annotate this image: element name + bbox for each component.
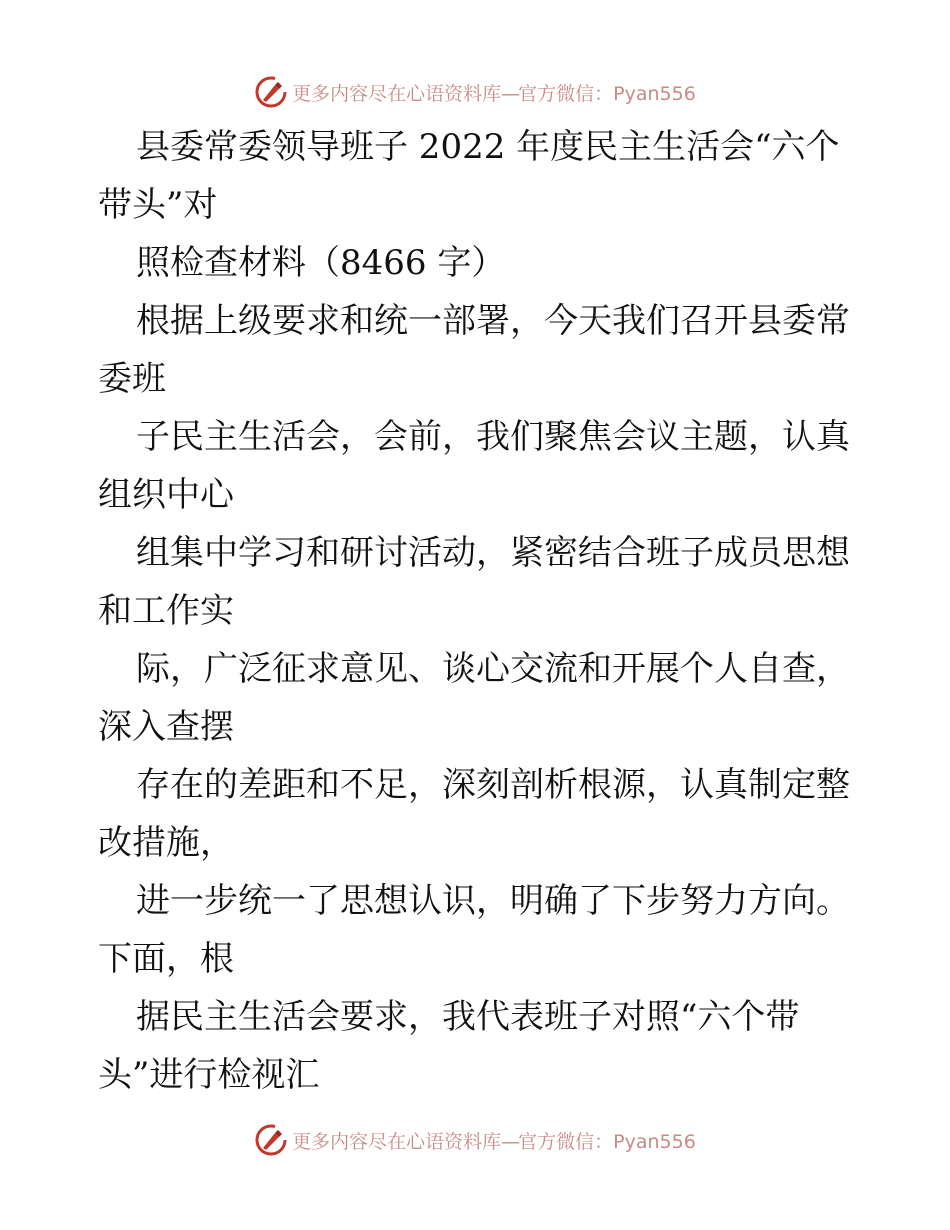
text-line: [98, 176, 858, 234]
text-line: [98, 698, 858, 756]
line-text: 委班: [98, 359, 166, 399]
line-text: 组集中学习和研讨活动，紧密结合班子成员思想: [136, 533, 850, 573]
footer-watermark: [0, 1120, 950, 1160]
pen-nib-logo-icon: [254, 1123, 288, 1157]
line-text: 照检查材料（8466 字）: [136, 243, 506, 283]
text-line: [98, 292, 858, 350]
line-text: 下面，根: [98, 939, 234, 979]
text-line: [98, 408, 858, 466]
text-line: [98, 350, 858, 408]
text-line: [98, 234, 858, 292]
watermark-text: 更多内容尽在心语资料库—官方微信：Pyan556: [292, 82, 696, 105]
text-line: [98, 756, 858, 814]
line-text: 县委常委领导班子 2022 年度民主生活会“六个: [136, 127, 840, 167]
text-line: [98, 988, 858, 1046]
text-line: [98, 872, 858, 930]
line-text: 子民主生活会，会前，我们聚焦会议主题，认真: [136, 417, 850, 457]
text-line: [98, 582, 858, 640]
text-line: [98, 524, 858, 582]
line-text: 际，广泛征求意见、谈心交流和开展个人自查，: [136, 649, 850, 689]
text-line: [98, 118, 858, 176]
text-line: [98, 930, 858, 988]
line-text: 据民主生活会要求，我代表班子对照“六个带: [136, 997, 800, 1037]
line-text: 存在的差距和不足，深刻剖析根源，认真制定整: [136, 765, 850, 805]
header-watermark: [0, 72, 950, 112]
pen-nib-logo-icon: [254, 75, 288, 109]
line-text: 带头”对: [98, 185, 218, 225]
text-line: [98, 640, 858, 698]
line-text: 根据上级要求和统一部署，今天我们召开县委常: [136, 301, 850, 341]
line-text: 深入查摆: [98, 707, 234, 747]
watermark-text: 更多内容尽在心语资料库—官方微信：Pyan556: [292, 1130, 696, 1153]
text-line: [98, 1046, 858, 1104]
line-text: 组织中心: [98, 475, 234, 515]
line-text: 头”进行检视汇: [98, 1055, 320, 1095]
text-line: [98, 814, 858, 872]
document-body: [98, 118, 858, 1104]
text-line: [98, 466, 858, 524]
line-text: 进一步统一了思想认识，明确了下步努力方向。: [136, 881, 850, 921]
line-text: 改措施，: [98, 823, 234, 863]
line-text: 和工作实: [98, 591, 234, 631]
